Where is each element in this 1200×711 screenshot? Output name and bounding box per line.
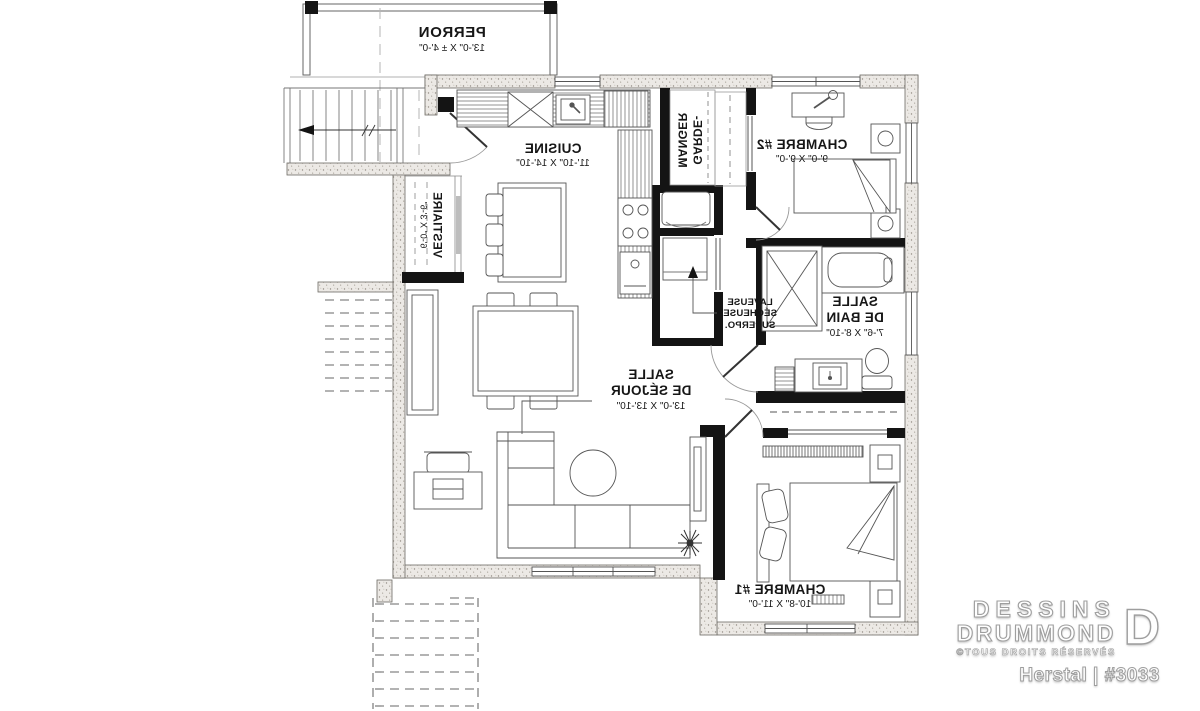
toilet (862, 349, 892, 390)
vanity-sink (795, 359, 862, 392)
room-dim: 11'-10" X 14'-10" (516, 158, 590, 170)
bathtub (822, 247, 904, 293)
bed (757, 483, 897, 582)
room-dim: 13'-0" X 13'-10" (616, 400, 686, 412)
water-heater (662, 192, 710, 227)
closet-rod (763, 446, 863, 457)
dining-set (407, 290, 578, 415)
drummond-d-icon: D (1123, 599, 1160, 656)
plant (678, 530, 702, 556)
room-name: GARDE- (690, 115, 705, 165)
label-salle-de-sejour: SALLE DE SÉJOUR 13'-0" X 13'-10" (610, 366, 692, 412)
stove (618, 198, 652, 246)
label-vestiaire (418, 192, 445, 258)
stool (486, 194, 503, 216)
room-name: MANGER (676, 112, 690, 168)
bedroom2-door (756, 207, 789, 240)
room-name: CHAMBRE #2 (756, 137, 848, 153)
label-laveuse: LAVEUSE SÉCHEUSE SUPERPO. (723, 296, 777, 331)
porch-post (544, 1, 557, 14)
brand-logo (956, 597, 1160, 658)
living-room-window (532, 567, 655, 576)
kitchen-window (555, 77, 600, 86)
porch-post (305, 1, 318, 14)
room-name: CHAMBRE #1 (734, 582, 826, 598)
stool (486, 254, 503, 276)
laveuse-leader (693, 278, 717, 313)
label-salle-de-bain: SALLE DE BAIN 7'-6" X 8'-10" (826, 293, 884, 339)
linen-shelves (775, 367, 794, 391)
bed (794, 159, 896, 213)
label-garde-manger (675, 112, 704, 167)
vestiaire-slider (456, 196, 461, 254)
room-dim: 13'-0" X ± 4'-0" (419, 43, 485, 55)
interior-stairs-down (284, 88, 425, 163)
bedroom2-top-window (772, 77, 860, 86)
desk-and-chair (414, 452, 482, 509)
bedroom2-side-window (906, 123, 917, 183)
kitchen-sink (556, 95, 590, 124)
label-chambre1 (735, 582, 826, 612)
nightstand (871, 124, 900, 153)
stacked-washer-dryer (663, 238, 707, 280)
plan-name-number: Herstal | #3033 (1019, 665, 1160, 687)
dining-table (473, 306, 578, 396)
room-name: VESTIAIRE (430, 191, 445, 259)
kitchen-island (486, 183, 566, 282)
tv (690, 437, 706, 521)
room-dim: 9'-0" X 9'-0" (775, 154, 829, 166)
label-chambre2 (757, 137, 848, 167)
room-dim: 7'-6" X 8'-10" (826, 327, 884, 339)
exterior-stairs-dashed-bottom (373, 598, 478, 709)
bathroom-door (711, 345, 758, 392)
label-perron (418, 24, 486, 56)
living-room-furniture (414, 432, 706, 558)
stool (486, 224, 503, 246)
bedroom1-door (725, 399, 763, 437)
label-cuisine (516, 141, 590, 171)
brand-name-line1: DESSINS (972, 596, 1116, 622)
brand-block (956, 597, 1160, 687)
bathroom-window (906, 292, 917, 355)
brand-name-line2: DRUMMOND (956, 620, 1116, 647)
desk (792, 91, 844, 130)
exterior-stairs-dashed-left (325, 300, 392, 391)
ottoman (570, 450, 616, 496)
copyright-text: ©TOUS DROITS RÉSERVÉS (956, 647, 1116, 659)
bedroom2-closet (715, 92, 746, 186)
dishwasher (620, 252, 650, 294)
bedroom1-window (765, 624, 855, 633)
room-name: CUISINE (524, 141, 582, 157)
room-dim: 6'-0" X 3'-6" (418, 201, 429, 249)
room-name: PERRON (418, 24, 486, 42)
upper-cabinet (604, 91, 648, 127)
room-dim: 10'-8" X 11'-0" (748, 599, 812, 611)
